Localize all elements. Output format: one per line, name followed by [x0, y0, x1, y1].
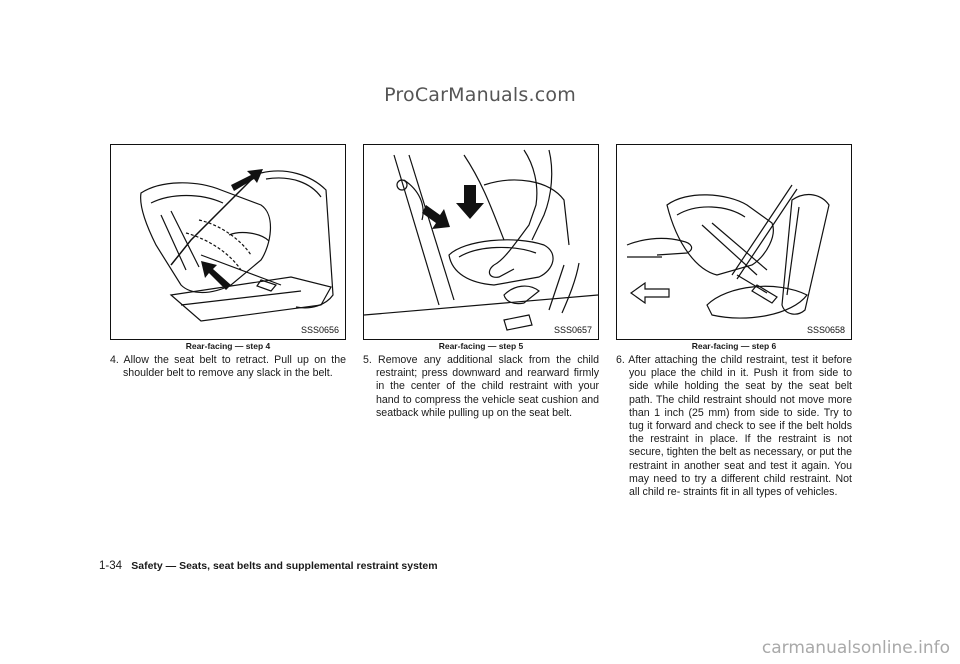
figure-caption: Rear-facing — step 6 [691, 341, 777, 351]
watermark-top: ProCarManuals.com [384, 84, 576, 106]
watermark-bottom: carmanualsonline.info [761, 638, 950, 658]
step-5-column [363, 144, 599, 420]
step-text: 5. Remove any additional slack from the child restraint; press downward and rearward firmly in the center of the child restraint with your hand to compress the vehicle seat cushion and seatback while pulling up on the seat belt. [363, 354, 599, 419]
figure-caption: Rear-facing — step 5 [438, 341, 524, 351]
step-6-column [616, 144, 852, 499]
section-title: Safety — Seats, seat belts and supplemental restraint system [131, 560, 438, 572]
figure-code: SSS0656 [300, 325, 339, 335]
figure-caption: Rear-facing — step 4 [185, 341, 271, 351]
figure-code: SSS0657 [553, 325, 592, 335]
step-5-illustration [363, 144, 599, 340]
step-4-illustration [110, 144, 346, 340]
step-text: 4. Allow the seat belt to retract. Pull up on the shoulder belt to remove any slack in the belt. [110, 354, 346, 380]
child-seat-belt-retract-drawing [111, 145, 345, 339]
page-number: 1-34 [99, 560, 123, 572]
test-restraint-drawing [617, 145, 851, 339]
figure-code: SSS0658 [806, 325, 845, 335]
step-6-illustration [616, 144, 852, 340]
step-text: 6. After attaching the child restraint, test it before you place the child in it. Push it from side to side while holding the seat by the seat belt path. The child restraint should not move more than 1 inch (25 mm) from side to side. Try to tug it forward and check to see if the belt holds the restraint in place. If the restraint is not secure, tighten the belt as necessary, or put the restraint in another seat and test it again. You may need to try a different child restraint. Not all child re- straints fit in all types of vehicles. [616, 354, 852, 499]
step-4-column [110, 144, 346, 380]
page-footer [99, 560, 438, 572]
compress-seat-drawing [364, 145, 598, 339]
